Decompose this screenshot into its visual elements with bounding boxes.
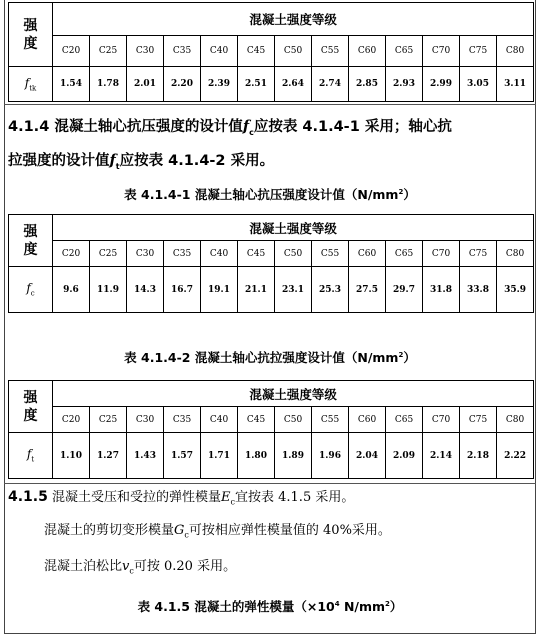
grade-cell: C30 bbox=[127, 36, 164, 67]
value-cell: 11.9 bbox=[90, 267, 127, 313]
grade-cell: C40 bbox=[201, 241, 238, 267]
grade-cell: C50 bbox=[275, 241, 312, 267]
value-cell: 21.1 bbox=[238, 267, 275, 313]
value-cell: 2.39 bbox=[201, 67, 238, 102]
value-row bbox=[9, 67, 534, 102]
value-cell: 27.5 bbox=[349, 267, 386, 313]
value-cell: 2.51 bbox=[238, 67, 275, 102]
value-cell: 19.1 bbox=[201, 267, 238, 313]
value-cell: 2.64 bbox=[275, 67, 312, 102]
strength-label: 强 度 bbox=[9, 215, 53, 267]
grade-cell: C60 bbox=[349, 407, 386, 433]
value-cell: 2.99 bbox=[423, 67, 460, 102]
grade-cell: C70 bbox=[423, 241, 460, 267]
value-cell: 1.78 bbox=[90, 67, 127, 102]
grade-cell: C65 bbox=[386, 241, 423, 267]
value-cell: 2.20 bbox=[164, 67, 201, 102]
grade-cell: C75 bbox=[460, 407, 497, 433]
value-cell: 1.27 bbox=[90, 433, 127, 479]
value-cell: 23.1 bbox=[275, 267, 312, 313]
grade-cell: C55 bbox=[312, 407, 349, 433]
grade-cell: C20 bbox=[53, 36, 90, 67]
grade-cell: C25 bbox=[90, 36, 127, 67]
divider bbox=[4, 104, 536, 105]
value-cell: 14.3 bbox=[127, 267, 164, 313]
value-cell: 29.7 bbox=[386, 267, 423, 313]
grade-cell: C40 bbox=[201, 36, 238, 67]
value-cell: 2.14 bbox=[423, 433, 460, 479]
value-cell: 1.54 bbox=[53, 67, 90, 102]
grade-cell: C55 bbox=[312, 36, 349, 67]
clause-4-1-5: 4.1.5 混凝土受压和受拉的弹性模量$E_c$宜按表 4.1.5 采用。 bbox=[8, 489, 355, 507]
value-cell: 2.01 bbox=[127, 67, 164, 102]
grade-cell: C60 bbox=[349, 36, 386, 67]
strength-label: 强 度 bbox=[9, 381, 53, 433]
value-cell: 3.05 bbox=[460, 67, 497, 102]
value-cell: 2.85 bbox=[349, 67, 386, 102]
grade-header: 混凝土强度等级 bbox=[53, 215, 534, 241]
grade-cell: C65 bbox=[386, 407, 423, 433]
value-cell: 31.8 bbox=[423, 267, 460, 313]
strength-label: 强 度 bbox=[9, 3, 53, 67]
table-fc bbox=[8, 214, 534, 313]
grade-cell: C20 bbox=[53, 241, 90, 267]
table-ftk bbox=[8, 2, 534, 102]
value-cell: 2.22 bbox=[497, 433, 534, 479]
grade-header: 混凝土强度等级 bbox=[53, 3, 534, 36]
value-cell: 1.43 bbox=[127, 433, 164, 479]
value-cell: 2.09 bbox=[386, 433, 423, 479]
value-cell: 1.80 bbox=[238, 433, 275, 479]
value-cell: 25.3 bbox=[312, 267, 349, 313]
paragraph-poisson-ratio: 混凝土泊松比$v_c$可按 0.20 采用。 bbox=[44, 559, 237, 576]
value-cell: 9.6 bbox=[53, 267, 90, 313]
grade-cell: C35 bbox=[164, 241, 201, 267]
grade-row bbox=[9, 36, 534, 67]
value-cell: 16.7 bbox=[164, 267, 201, 313]
value-cell: 2.93 bbox=[386, 67, 423, 102]
table-caption-4-1-4-2: 表 4.1.4-2 混凝土轴心抗拉强度设计值$(N/mm^2)$ bbox=[124, 350, 416, 365]
grade-cell: C45 bbox=[238, 241, 275, 267]
symbol-cell: $f_c$ bbox=[9, 267, 53, 313]
value-cell: 3.11 bbox=[497, 67, 534, 102]
value-cell: 2.04 bbox=[349, 433, 386, 479]
grade-cell: C55 bbox=[312, 241, 349, 267]
grade-cell: C50 bbox=[275, 407, 312, 433]
grade-cell: C70 bbox=[423, 407, 460, 433]
value-cell: 1.71 bbox=[201, 433, 238, 479]
value-row bbox=[9, 433, 534, 479]
value-cell: 1.57 bbox=[164, 433, 201, 479]
grade-cell: C50 bbox=[275, 36, 312, 67]
grade-cell: C40 bbox=[201, 407, 238, 433]
grade-cell: C80 bbox=[497, 407, 534, 433]
table-caption-4-1-5: 表 4.1.5 混凝土的弹性模量（$\times 10^4$ $N/mm^2$） bbox=[137, 599, 403, 614]
table-caption-4-1-4-1: 表 4.1.4-1 混凝土轴心抗压强度设计值$(N/mm^2)$ bbox=[124, 187, 416, 202]
value-cell: 2.18 bbox=[460, 433, 497, 479]
value-cell: 35.9 bbox=[497, 267, 534, 313]
grade-cell: C45 bbox=[238, 36, 275, 67]
grade-cell: C65 bbox=[386, 36, 423, 67]
grade-cell: C60 bbox=[349, 241, 386, 267]
grade-cell: C20 bbox=[53, 407, 90, 433]
grade-cell: C30 bbox=[127, 241, 164, 267]
grade-row bbox=[9, 407, 534, 433]
grade-header: 混凝土强度等级 bbox=[53, 381, 534, 407]
grade-cell: C35 bbox=[164, 407, 201, 433]
divider bbox=[4, 483, 536, 484]
grade-cell: C25 bbox=[90, 407, 127, 433]
paragraph-shear-modulus: 混凝土的剪切变形模量$G_c$可按相应弹性模量值的 40%采用。 bbox=[44, 523, 391, 540]
value-cell: 1.89 bbox=[275, 433, 312, 479]
grade-cell: C80 bbox=[497, 241, 534, 267]
value-cell: 1.10 bbox=[53, 433, 90, 479]
grade-cell: C35 bbox=[164, 36, 201, 67]
grade-cell: C45 bbox=[238, 407, 275, 433]
grade-cell: C30 bbox=[127, 407, 164, 433]
value-cell: 33.8 bbox=[460, 267, 497, 313]
grade-cell: C75 bbox=[460, 36, 497, 67]
clause-4-1-4: 4.1.4 混凝土轴心抗压强度的设计值$f_c$应按表 4.1.4-1 采用；轴心抗 拉强度的设计值$f_t$应按表 4.1.4-2 采用。 bbox=[8, 118, 452, 171]
value-cell: 1.96 bbox=[312, 433, 349, 479]
grade-cell: C75 bbox=[460, 241, 497, 267]
symbol-cell: $f_t$ bbox=[9, 433, 53, 479]
grade-cell: C70 bbox=[423, 36, 460, 67]
grade-row bbox=[9, 241, 534, 267]
value-cell: 2.74 bbox=[312, 67, 349, 102]
value-row bbox=[9, 267, 534, 313]
grade-cell: C80 bbox=[497, 36, 534, 67]
symbol-cell: $f_{tk}$ bbox=[9, 67, 53, 102]
grade-cell: C25 bbox=[90, 241, 127, 267]
table-ft bbox=[8, 380, 534, 479]
